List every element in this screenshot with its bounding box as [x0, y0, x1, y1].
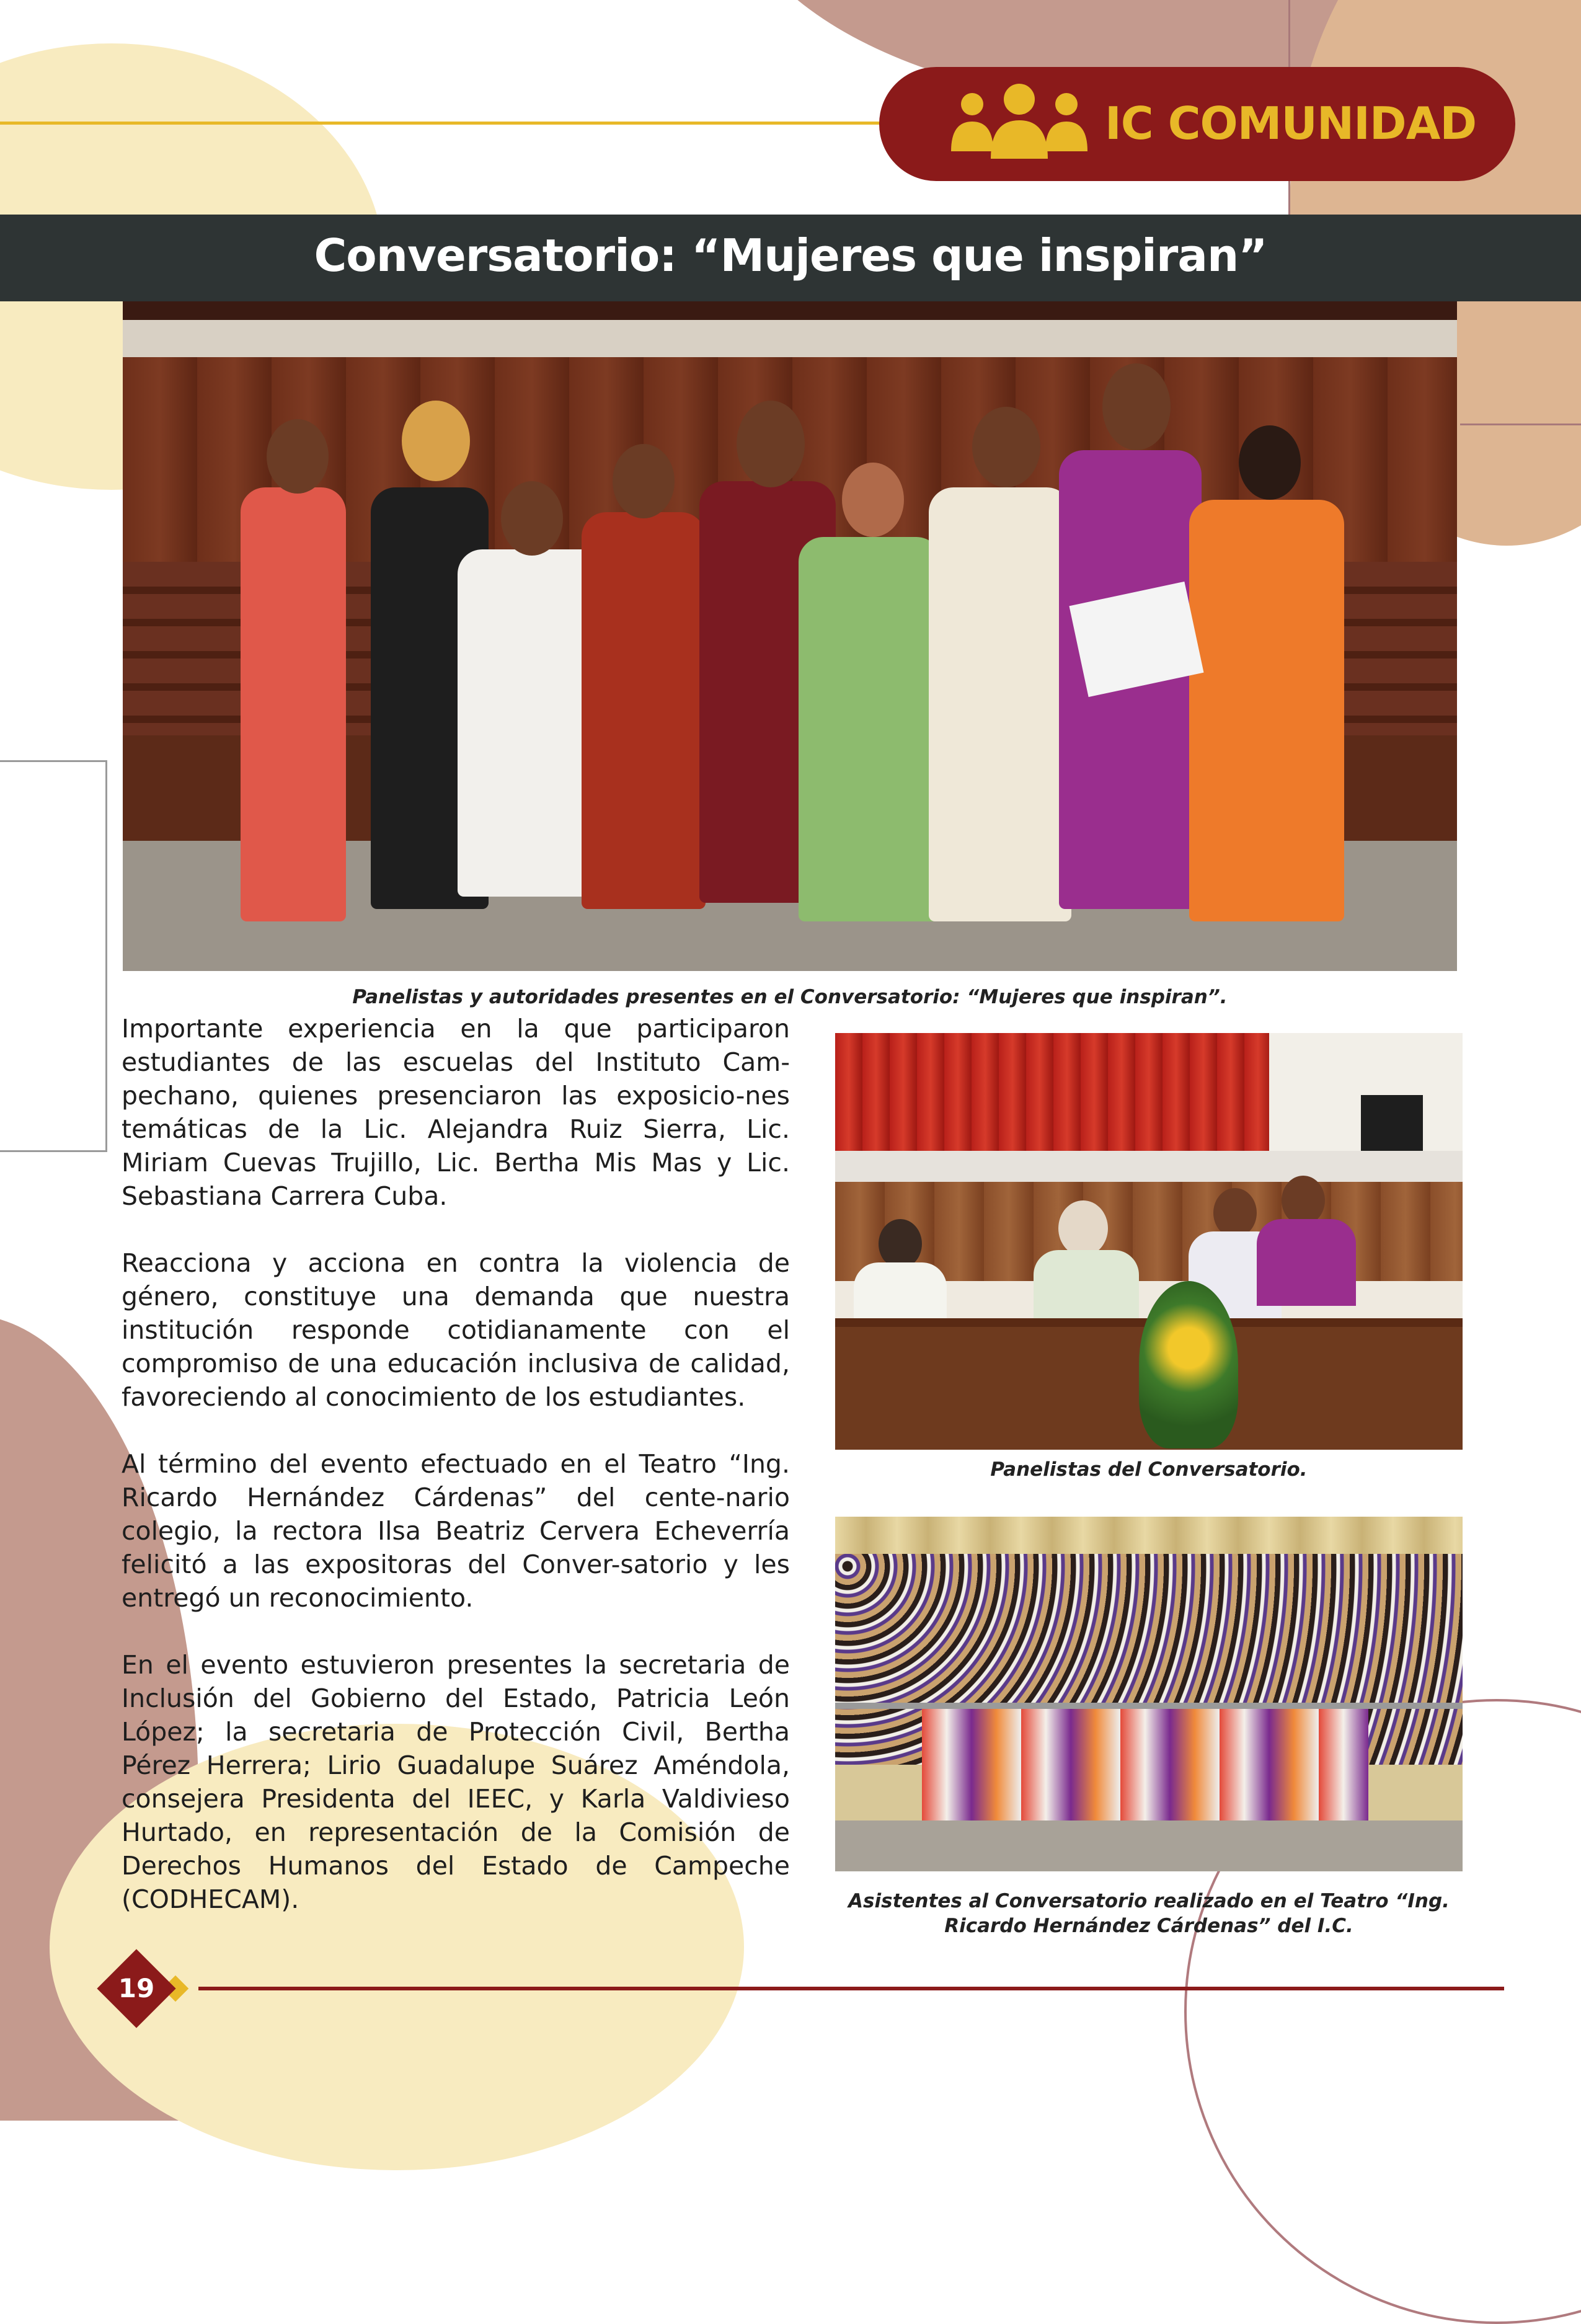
panelist-head-6 — [842, 463, 904, 537]
stage-edge — [123, 320, 1457, 357]
railing — [835, 1703, 1463, 1709]
stage-front — [835, 1151, 1463, 1182]
paragraph-2: Reacciona y acciona en contra la violencia de género, constituye una demanda que nuestra institución responde cotidianamente con el compromiso de una educación inclusiva de calidad, favoreciendo al conocimiento de los estudiantes. — [122, 1248, 790, 1412]
page-number: 19 — [118, 1973, 155, 2003]
panelist-head-8 — [1102, 363, 1171, 450]
panelist-figure-6 — [799, 537, 941, 921]
front-group — [922, 1709, 1368, 1833]
people-group-icon — [945, 82, 1094, 162]
audience-floor — [835, 1821, 1463, 1871]
panel-head-1 — [879, 1219, 922, 1269]
right-horizontal-rule — [1460, 424, 1581, 425]
article-body — [122, 1012, 790, 1949]
left-bracket-frame — [0, 760, 107, 1152]
audience-photo-caption: Asistentes al Conversatorio realizado en el Teatro “Ing. Ricardo Hernández Cárdenas” del I.C. — [848, 1890, 1450, 1937]
panel-head-4 — [1282, 1176, 1325, 1225]
paragraph-3: Al término del evento efectuado en el Teatro “Ing. Ricardo Hernández Cárdenas” del cente-nario colegio, la rectora Ilsa Beatriz Cervera Echeverría felicitó a las expositoras del Conver-satorio y les entregó un reconocimiento. — [122, 1449, 790, 1613]
red-curtain — [835, 1033, 1269, 1157]
panelist-head-3 — [501, 481, 563, 556]
panel-person-4 — [1257, 1219, 1356, 1306]
header-gold-rule — [0, 122, 887, 125]
panelist-head-7 — [972, 407, 1040, 487]
main-group-photo — [123, 301, 1457, 971]
panelist-figure-9 — [1189, 500, 1344, 921]
article-title: Conversatorio: “Mujeres que inspiran” — [314, 229, 1267, 282]
panelist-head-4 — [613, 444, 675, 518]
panelist-figure-7 — [929, 487, 1071, 921]
section-label: IC COMUNIDAD — [1105, 97, 1477, 149]
panelist-head-5 — [737, 401, 805, 487]
panelist-head-9 — [1239, 425, 1301, 500]
section-badge — [879, 67, 1515, 181]
panel-head-2 — [1058, 1200, 1108, 1256]
footer-rule — [198, 1987, 1504, 1990]
paragraph-1: Importante experiencia en la que participaron estudiantes de las escuelas del Instituto Cam-pechano, quienes presenciaron las exposicio-nes temáticas de la Lic. Alejandra Ruiz Sierra, Lic. Miriam Cuevas Trujillo, Lic. Bertha Mis Mas y Lic. Sebastiana Carrera Cuba. — [122, 1014, 790, 1211]
panel-head-3 — [1213, 1188, 1257, 1238]
flower-arrangement — [1139, 1281, 1238, 1448]
panelist-head-1 — [267, 419, 329, 494]
main-photo-caption: Panelistas y autoridades presentes en el Conversatorio: “Mujeres que inspiran”. — [352, 986, 1228, 1008]
audience-photo — [835, 1517, 1463, 1871]
panelist-head-2 — [402, 401, 470, 481]
panelist-figure-1 — [241, 487, 346, 921]
paragraph-4: En el evento estuvieron presentes la secretaria de Inclusión del Gobierno del Estado, Patricia León López; la secretaria de Protección Civil, Bertha Pérez Herrera; Lirio Guadalupe Suárez Améndola, consejera Presidenta del IEEC, y Karla Valdivieso Hurtado, en representación de la Comisión de Derechos Humanos del Estado de Campeche (CODHECAM). — [122, 1650, 790, 1914]
panel-photo — [835, 1033, 1463, 1450]
panelist-figure-4 — [582, 512, 706, 909]
panel-photo-caption: Panelistas del Conversatorio. — [990, 1458, 1308, 1481]
